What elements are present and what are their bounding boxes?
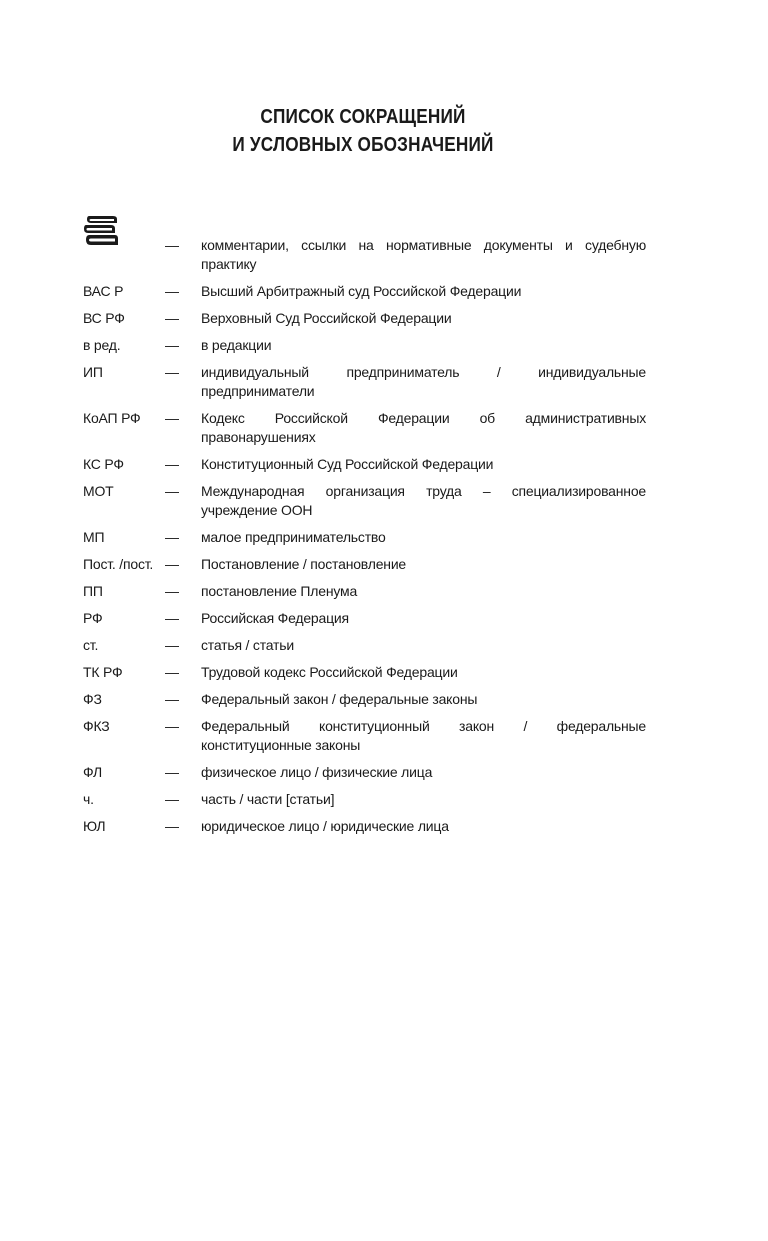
list-item xyxy=(83,409,646,447)
abbreviation: Пост. /пост. xyxy=(83,556,154,572)
dash: — xyxy=(165,664,179,680)
definition: постановление Пленума xyxy=(201,583,358,599)
list-item xyxy=(83,336,646,355)
abbreviation: ВАС Р xyxy=(83,283,124,299)
dash: — xyxy=(165,283,179,299)
definition: Постановление / постановление xyxy=(201,556,407,572)
definition: Международная организация труда – специализированное учреждение ООН xyxy=(201,483,646,518)
dash: — xyxy=(165,764,179,780)
dash: — xyxy=(165,310,179,326)
abbreviation: в ред. xyxy=(83,337,121,353)
list-item xyxy=(83,482,646,520)
abbreviation: ФЗ xyxy=(83,691,102,707)
abbreviation-list xyxy=(83,236,646,844)
list-item xyxy=(83,636,646,655)
definition: Высший Арбитражный суд Российской Федерации xyxy=(201,283,522,299)
dash: — xyxy=(165,610,179,626)
definition: в редакции xyxy=(201,337,272,353)
abbreviation: ФЛ xyxy=(83,764,102,780)
definition: юридическое лицо / юридические лица xyxy=(201,818,449,834)
definition: физическое лицо / физические лица xyxy=(201,764,433,780)
definition: Федеральный конституционный закон / федеральные конституционные законы xyxy=(201,718,646,753)
list-item xyxy=(83,790,646,809)
dash: — xyxy=(165,364,179,380)
abbreviation: ПП xyxy=(83,583,103,599)
dash: — xyxy=(165,456,179,472)
list-item xyxy=(83,763,646,782)
dash: — xyxy=(165,818,179,834)
abbreviation: КС РФ xyxy=(83,456,124,472)
dash: — xyxy=(165,718,179,734)
dash: — xyxy=(165,410,179,426)
dash: — xyxy=(165,529,179,545)
abbreviation: ч. xyxy=(83,791,94,807)
definition: Трудовой кодекс Российской Федерации xyxy=(201,664,458,680)
abbreviation: РФ xyxy=(83,610,103,626)
dash: — xyxy=(165,237,179,253)
list-item xyxy=(83,309,646,328)
definition: малое предпринимательство xyxy=(201,529,386,545)
list-item xyxy=(83,555,646,574)
list-item xyxy=(83,663,646,682)
definition: индивидуальный предприниматель / индивидуальные предприниматели xyxy=(201,364,646,399)
abbreviation: МП xyxy=(83,529,105,545)
list-item xyxy=(83,609,646,628)
list-item xyxy=(83,528,646,547)
abbreviation: ИП xyxy=(83,364,103,380)
abbreviation: МОТ xyxy=(83,483,114,499)
list-item xyxy=(83,582,646,601)
title-line-2: И УСЛОВНЫХ ОБОЗНАЧЕНИЙ xyxy=(232,134,494,156)
dash: — xyxy=(165,637,179,653)
definition: Верховный Суд Российской Федерации xyxy=(201,310,452,326)
list-item xyxy=(83,817,646,836)
definition: Федеральный закон / федеральные законы xyxy=(201,691,478,707)
definition: Российская Федерация xyxy=(201,610,349,626)
abbreviation: ст. xyxy=(83,637,99,653)
dash: — xyxy=(165,337,179,353)
list-item xyxy=(83,717,646,755)
abbreviation: ТК РФ xyxy=(83,664,123,680)
definition: Конституционный Суд Российской Федерации xyxy=(201,456,494,472)
page-title xyxy=(51,103,675,159)
dash: — xyxy=(165,483,179,499)
definition: часть / части [статьи] xyxy=(201,791,335,807)
abbreviation: КоАП РФ xyxy=(83,410,141,426)
dash: — xyxy=(165,691,179,707)
title-line-1: СПИСОК СОКРАЩЕНИЙ xyxy=(260,106,466,128)
dash: — xyxy=(165,556,179,572)
definition: статья / статьи xyxy=(201,637,294,653)
abbreviation: ФКЗ xyxy=(83,718,110,734)
abbreviation: ВС РФ xyxy=(83,310,125,326)
list-item xyxy=(83,690,646,709)
dash: — xyxy=(165,583,179,599)
list-item xyxy=(83,363,646,401)
list-item xyxy=(83,236,646,274)
abbreviation: ЮЛ xyxy=(83,818,106,834)
definition: Кодекс Российской Федерации об административных правонарушениях xyxy=(201,410,646,445)
definition: комментарии, ссылки на нормативные документы и судебную практику xyxy=(201,237,646,272)
list-item xyxy=(83,455,646,474)
dash: — xyxy=(165,791,179,807)
list-item xyxy=(83,282,646,301)
